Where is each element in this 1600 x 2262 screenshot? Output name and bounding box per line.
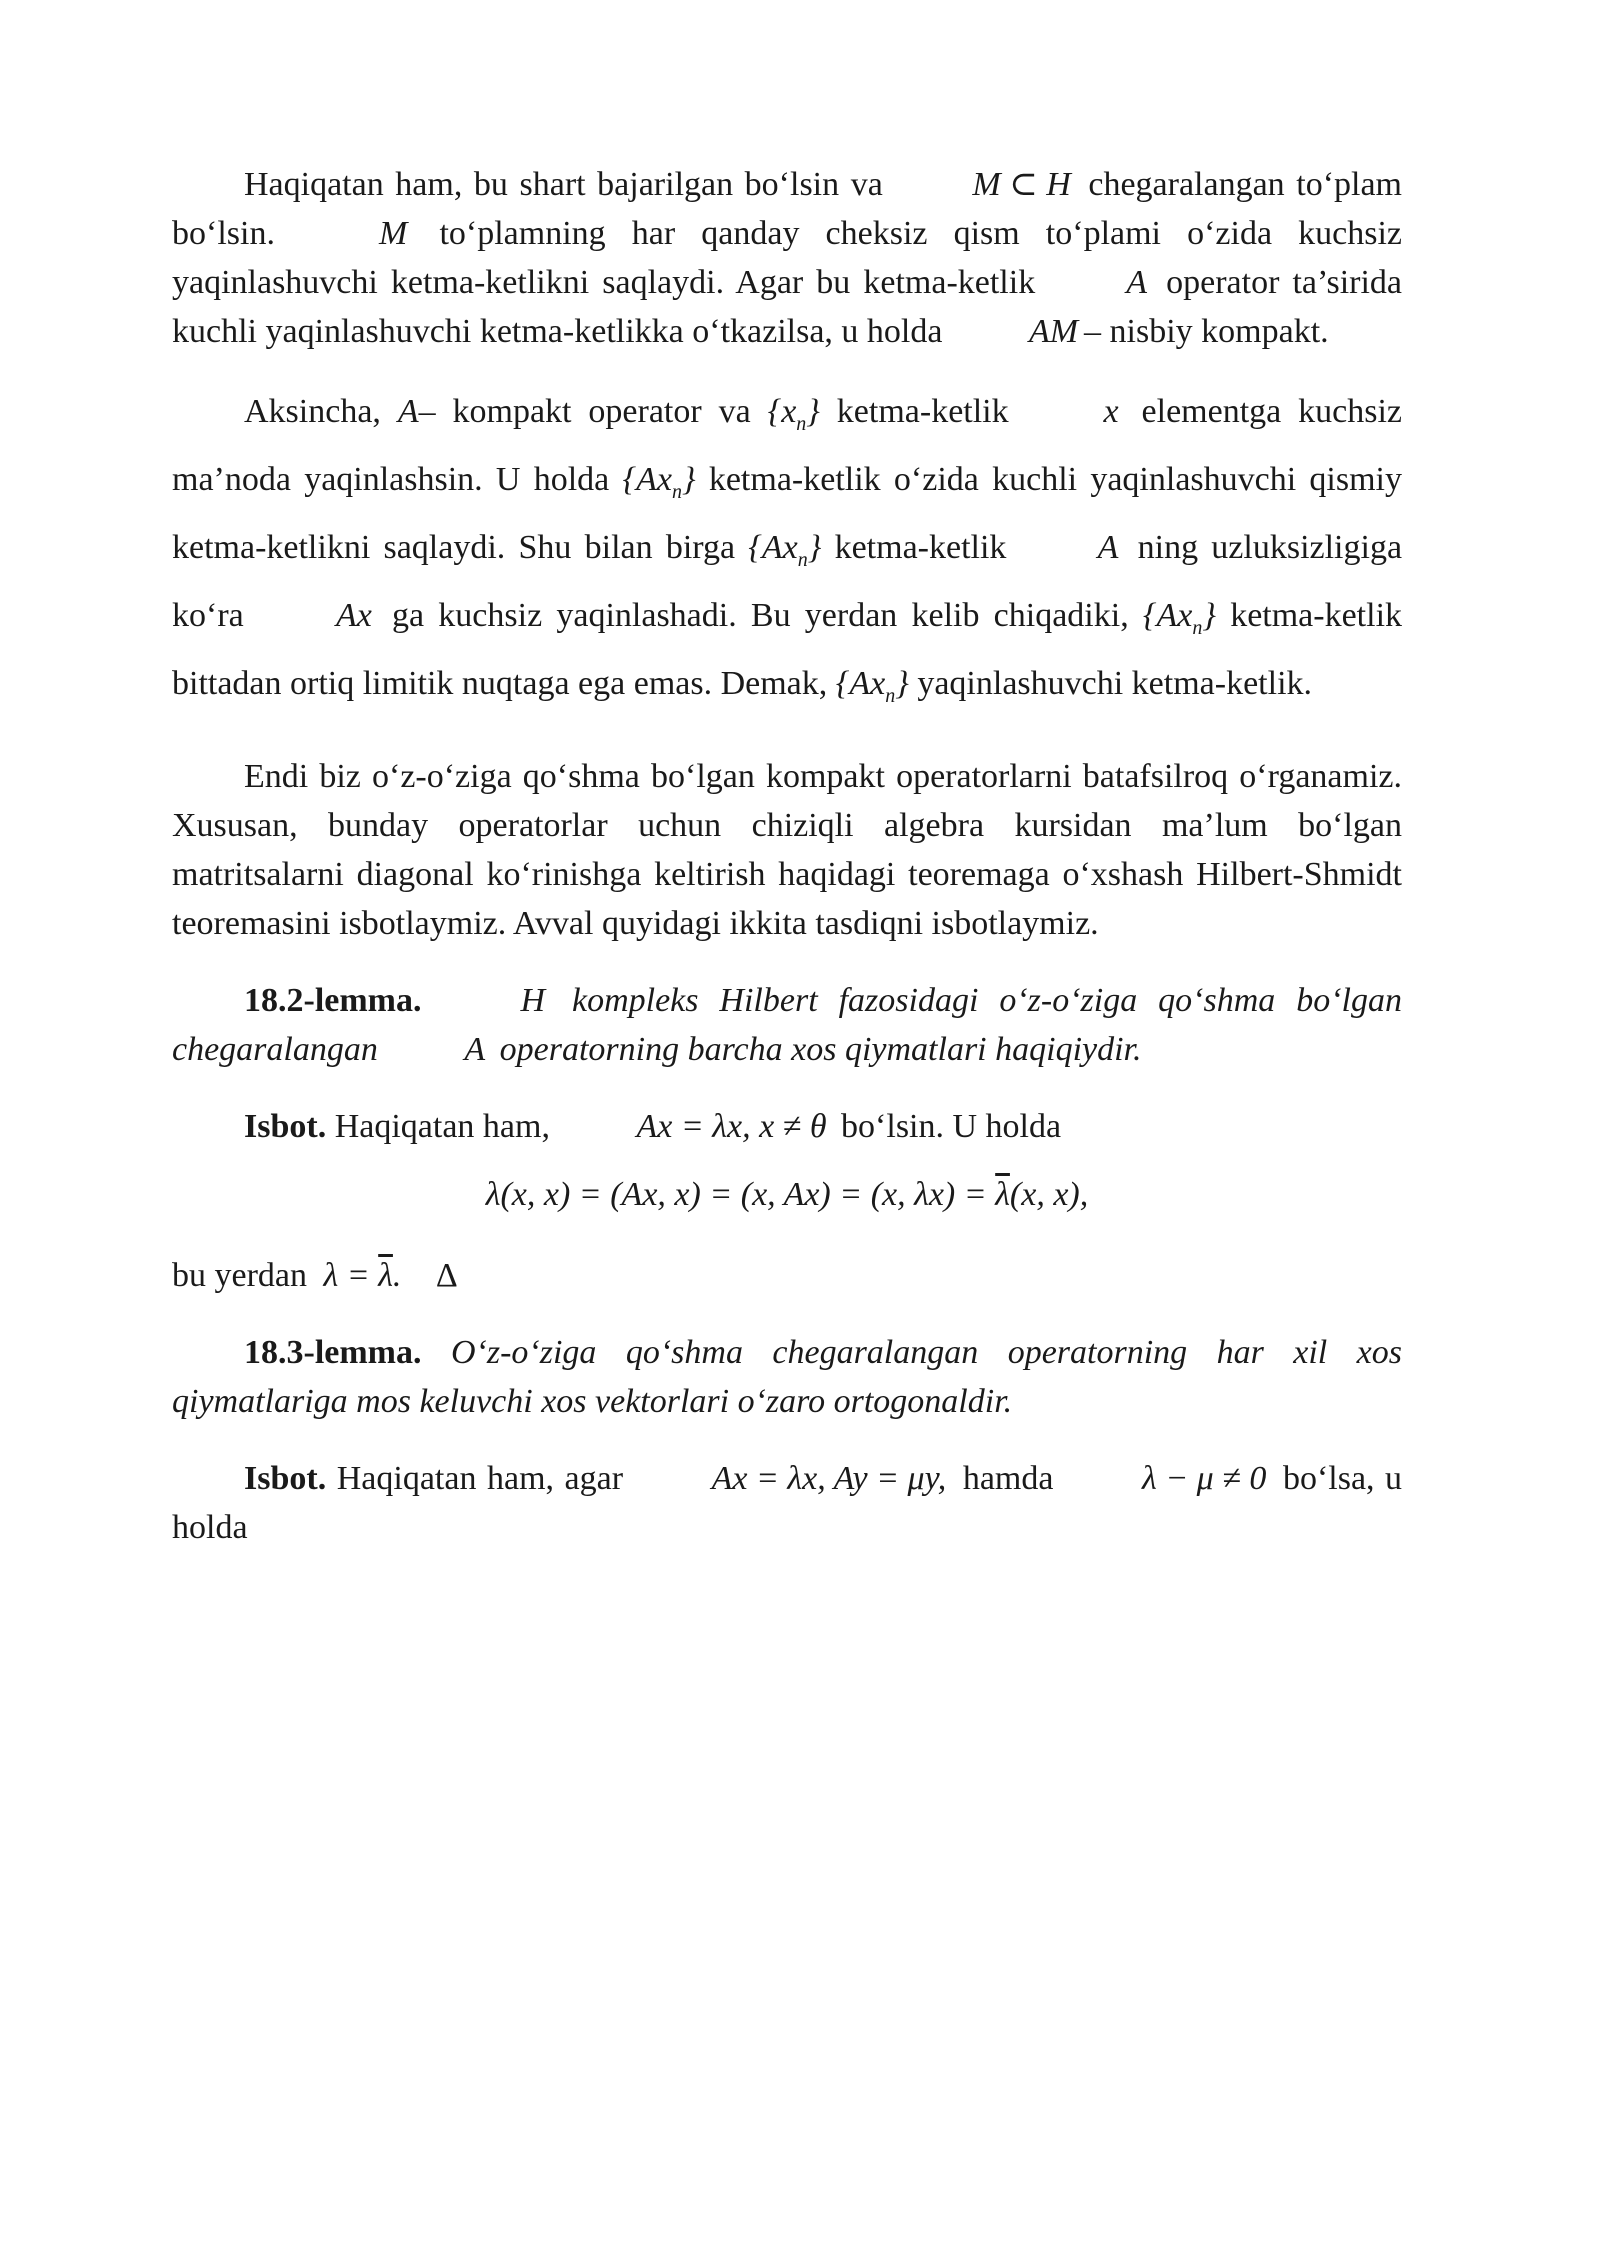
- text: Haqiqatan ham,: [334, 1108, 550, 1145]
- page-content: [172, 160, 1402, 1580]
- lemma-18-2: [172, 976, 1402, 1074]
- text: – kompakt operator va: [418, 393, 751, 430]
- text: ketma-ketlik o‘zida kuchli yaqinlashuvchi qismiy ketma-ketlikni saqlaydi. Shu bilan birga: [172, 461, 1402, 566]
- paragraph-2: [172, 384, 1402, 724]
- text: hamda: [962, 1460, 1054, 1497]
- text: bu yerdan: [172, 1257, 308, 1294]
- text: elementga kuchsiz ma’noda yaqinlashsin. U holda: [172, 393, 1402, 498]
- math-inline: λ − μ ≠ 0: [1142, 1460, 1267, 1497]
- proof-title: Isbot.: [244, 1460, 327, 1497]
- lemma-text: kompleks Hilbert fazosidagi o‘z-o‘ziga qo‘shma bo‘lgan chegaralangan: [172, 982, 1403, 1068]
- math-inline: H: [520, 982, 546, 1019]
- lemma-title: 18.3-lemma.: [244, 1334, 422, 1371]
- math-inline: A: [1126, 264, 1148, 301]
- text: ketma-ketlik bittadan ortiq limitik nuqtaga ega emas. Demak,: [172, 597, 1403, 702]
- text: operator ta’sirida kuchli yaqinlashuvchi ketma-ketlikka o‘tkazilsa, u holda: [172, 264, 1403, 350]
- text: Haqiqatan ham, agar: [336, 1460, 624, 1497]
- text: to‘plamning har qanday cheksiz qism to‘plami o‘zida kuchsiz yaqinlashuvchi ketma-ketlikni saqlaydi. Agar bu ketma-ketlik: [172, 215, 1402, 301]
- math-inline: M ⊂ H: [972, 166, 1071, 203]
- text: Haqiqatan ham, bu shart bajarilgan bo‘lsin va: [244, 166, 883, 203]
- lemma-text: operatorning barcha xos qiymatlari haqiqiydir.: [499, 1031, 1142, 1068]
- text: ketma-ketlik: [836, 393, 1009, 430]
- math-inline: $\lambda = \overline{\lambda}$.: [323, 1257, 402, 1294]
- text: ketma-ketlik: [834, 529, 1007, 566]
- math-inline: AM: [1028, 313, 1079, 350]
- math-inline: A: [397, 393, 419, 430]
- math-inline: $\{Ax_n\}$: [748, 529, 822, 571]
- qed-symbol: Δ: [435, 1257, 458, 1294]
- lemma-18-3: [172, 1328, 1402, 1426]
- math-inline: $\{Ax_n\}$: [1142, 597, 1216, 639]
- math-inline: Ax: [335, 597, 372, 634]
- text: – nisbiy kompakt.: [1084, 313, 1329, 350]
- math-inline: $\{Ax_n\}$: [835, 665, 909, 707]
- text: bo‘lsin. U holda: [841, 1108, 1062, 1145]
- paragraph-3: Endi biz o‘z-o‘ziga qo‘shma bo‘lgan kompakt operatorlarni batafsilroq o‘rganamiz. Xususan, bunday operatorlar uchun chiziqli algebra kursidan ma’lum bo‘lgan matritsalarni diagonal ko‘rinishga keltirish haqidagi teoremaga o‘xshash Hilbert-Shmidt teoremasini isbotlaymiz. Avval quyidagi ikkita tasdiqni isbotlaymiz.: [172, 758, 1402, 942]
- lemma-text: O‘z-o‘ziga qo‘shma chegaralangan operatorning har xil xos qiymatlariga mos keluvchi xos vektorlari o‘zaro ortogonaldir.: [172, 1334, 1403, 1420]
- text: Aksincha,: [244, 393, 381, 430]
- text: yaqinlashuvchi ketma-ketlik.: [917, 665, 1313, 702]
- proof-18-2: [172, 1102, 1402, 1151]
- display-equation: λ(x, x) = (Ax, x) = (x, Ax) = (x, $\lambda x) = \overline{\lambda}(x$, x),: [485, 1176, 1089, 1213]
- math-inline: $\{x_n\}$: [767, 393, 820, 435]
- text: bo‘lsa, u holda: [172, 1460, 1403, 1546]
- text: ga kuchsiz yaqinlashadi. Bu yerdan kelib chiqadiki,: [392, 597, 1129, 634]
- math-inline: Ax = λx, x ≠ θ: [636, 1108, 827, 1145]
- math-inline: M: [379, 215, 408, 252]
- proof-18-3: [172, 1454, 1402, 1552]
- text: chegaralangan to‘plam bo‘lsin.: [172, 166, 1403, 252]
- proof-18-2-conclusion: [172, 1251, 1402, 1300]
- math-inline: A: [464, 1031, 486, 1068]
- math-inline: $\{Ax_n\}$: [622, 461, 696, 503]
- paragraph-1: [172, 160, 1402, 356]
- text: ning uzluksizligiga ko‘ra: [172, 529, 1403, 634]
- lemma-title: 18.2-lemma.: [244, 982, 422, 1019]
- math-inline: Ax = λx, Ay = μy,: [711, 1460, 947, 1497]
- proof-title: Isbot.: [244, 1108, 327, 1145]
- math-inline: x: [1103, 393, 1119, 430]
- math-inline: A: [1097, 529, 1119, 566]
